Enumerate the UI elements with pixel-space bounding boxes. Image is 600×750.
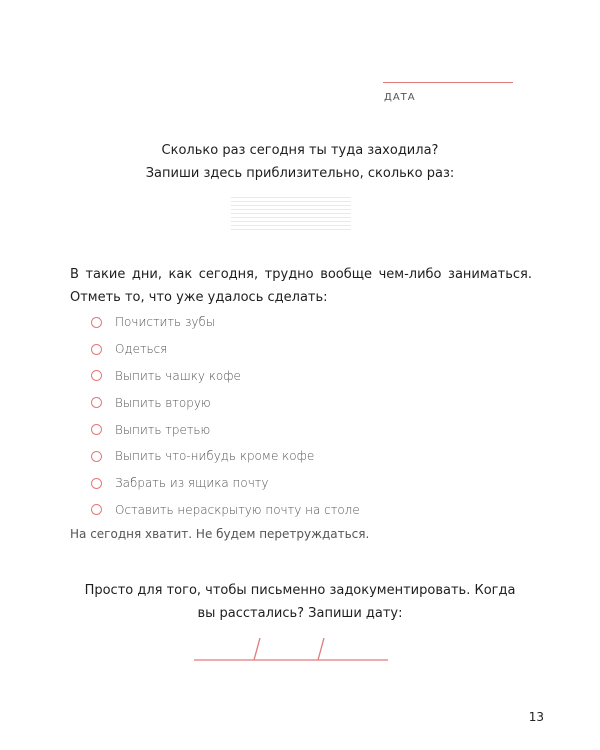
question-breakup	[0, 579, 600, 625]
done-checklist	[91, 309, 360, 523]
checkbox-circle-icon[interactable]	[91, 317, 102, 328]
checklist-item[interactable]	[91, 497, 360, 524]
checklist-item[interactable]	[91, 470, 360, 497]
question-breakup-line-2: вы расстались? Запиши дату:	[197, 606, 403, 621]
instruction-paragraph: В такие дни, как сегодня, трудно вообще чем-либо заниматься. Отметь то, что уже удалось сделать:	[70, 267, 532, 305]
checkbox-circle-icon[interactable]	[91, 451, 102, 462]
checklist-item-label: Забрать из ящика почту	[115, 476, 269, 491]
checklist-item[interactable]	[91, 363, 360, 390]
checklist-item[interactable]	[91, 309, 360, 336]
checklist-item[interactable]	[91, 443, 360, 470]
checkbox-circle-icon[interactable]	[91, 478, 102, 489]
date-separator-slash	[318, 638, 324, 660]
checklist-item-label: Оставить нераскрытую почту на столе	[115, 502, 360, 517]
visit-count-field[interactable]	[231, 194, 351, 230]
checkbox-circle-icon[interactable]	[91, 504, 102, 515]
question-breakup-line-1: Просто для того, чтобы письменно задокументировать. Когда	[84, 583, 516, 598]
checklist-item[interactable]	[91, 389, 360, 416]
checklist-item-label: Почистить зубы	[115, 315, 216, 330]
closing-remark: На сегодня хватит. Не будем перетруждаться.	[70, 527, 370, 541]
checklist-item[interactable]	[91, 416, 360, 443]
checklist-item-label: Одеться	[115, 342, 168, 357]
checkbox-circle-icon[interactable]	[91, 397, 102, 408]
date-label: ДАТА	[384, 92, 416, 103]
question-visits-line-1: Сколько раз сегодня ты туда заходила?	[161, 143, 439, 158]
checklist-item-label: Выпить что-нибудь кроме кофе	[115, 449, 315, 464]
checkbox-circle-icon[interactable]	[91, 424, 102, 435]
question-visits-line-2: Запиши здесь приблизительно, сколько раз:	[145, 166, 455, 181]
breakup-date-field[interactable]	[194, 636, 388, 662]
checkbox-circle-icon[interactable]	[91, 370, 102, 381]
checkbox-circle-icon[interactable]	[91, 344, 102, 355]
question-visits	[0, 139, 600, 185]
checklist-item-label: Выпить вторую	[115, 395, 211, 410]
page-number: 13	[528, 710, 544, 724]
date-field-line[interactable]	[383, 82, 513, 83]
checklist-item[interactable]	[91, 336, 360, 363]
checklist-item-label: Выпить чашку кофе	[115, 368, 241, 383]
date-separator-slash	[254, 638, 260, 660]
checklist-item-label: Выпить третью	[115, 422, 211, 437]
